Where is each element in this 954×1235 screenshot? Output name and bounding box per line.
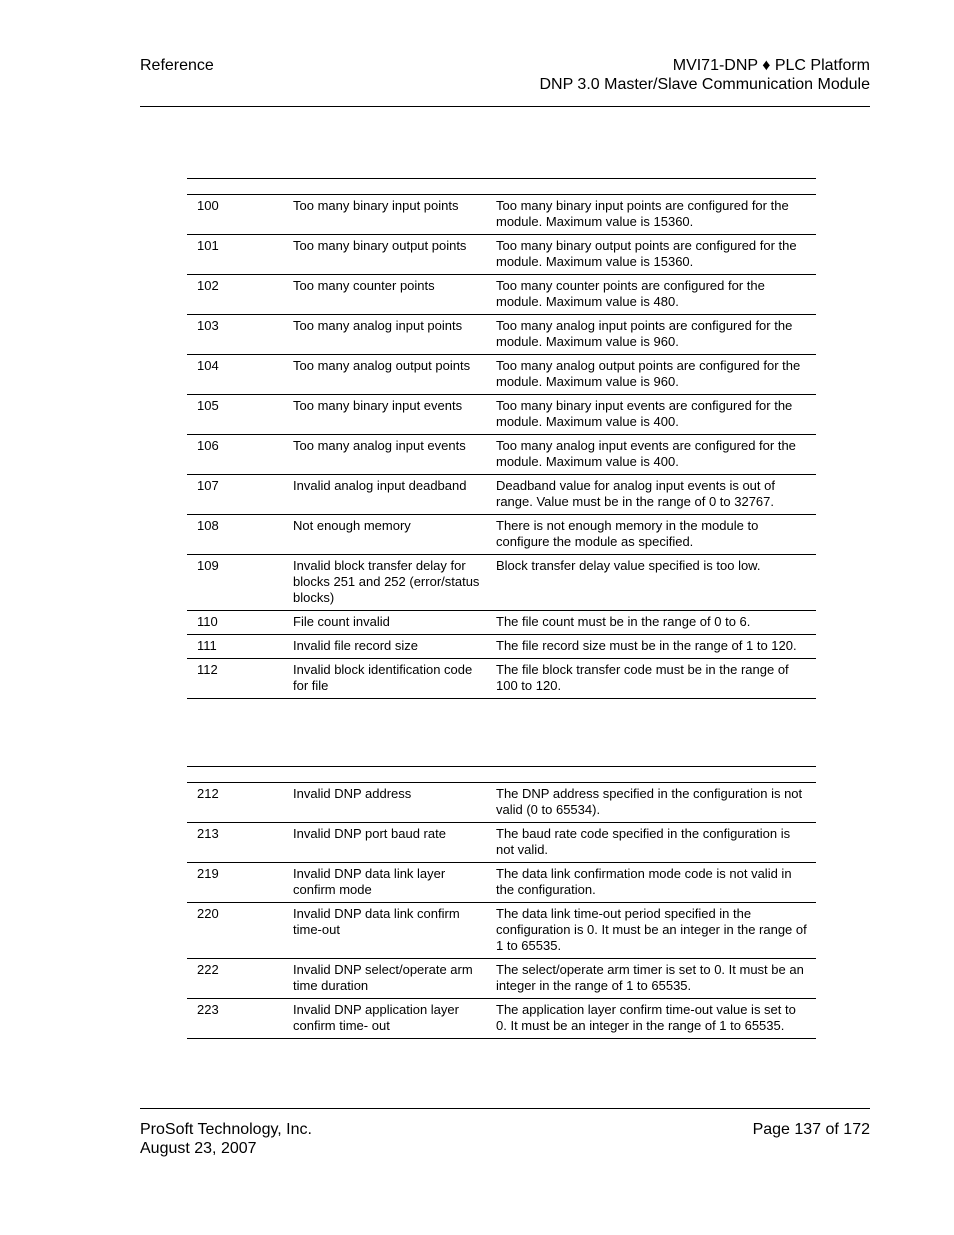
error-name-cell: Invalid DNP address: [283, 783, 486, 823]
error-code-cell: 109: [187, 555, 283, 611]
error-description-cell: Too many binary input points are configured for the module. Maximum value is 15360.: [486, 195, 816, 235]
error-code-cell: 105: [187, 395, 283, 435]
error-name-cell: Invalid analog input deadband: [283, 475, 486, 515]
error-name-cell: Invalid DNP data link confirm time-out: [283, 903, 486, 959]
header-product: [539, 56, 870, 94]
error-code-cell: 212: [187, 783, 283, 823]
error-description-cell: Too many analog input events are configured for the module. Maximum value is 400.: [486, 435, 816, 475]
error-code-cell: 112: [187, 659, 283, 699]
error-code-cell: 223: [187, 999, 283, 1039]
error-name-cell: Too many binary output points: [283, 235, 486, 275]
error-code-cell: 213: [187, 823, 283, 863]
footer-page-number: Page 137 of 172: [752, 1121, 870, 1138]
header-product-platform: MVI71-DNP ♦ PLC Platform: [672, 57, 870, 74]
page-footer: [140, 1108, 870, 1157]
error-name-cell: File count invalid: [283, 611, 486, 635]
error-code-cell: 220: [187, 903, 283, 959]
table-row: [187, 435, 816, 475]
error-name-cell: Too many analog input points: [283, 315, 486, 355]
error-name-cell: Invalid block identification code for file: [283, 659, 486, 699]
table-row: [187, 395, 816, 435]
footer-company: ProSoft Technology, Inc.: [140, 1121, 312, 1138]
error-name-cell: Too many analog output points: [283, 355, 486, 395]
error-code-cell: 104: [187, 355, 283, 395]
error-name-cell: Too many binary input points: [283, 195, 486, 235]
table-header-row: [187, 179, 816, 195]
footer-left: [140, 1120, 312, 1158]
error-name-cell: Not enough memory: [283, 515, 486, 555]
error-description-cell: Too many analog input points are configured for the module. Maximum value is 960.: [486, 315, 816, 355]
error-name-cell: Invalid block transfer delay for blocks 251 and 252 (error/status blocks): [283, 555, 486, 611]
error-name-cell: Invalid file record size: [283, 635, 486, 659]
error-code-cell: 102: [187, 275, 283, 315]
error-description-cell: The file count must be in the range of 0 to 6.: [486, 611, 816, 635]
table-row: [187, 611, 816, 635]
error-name-cell: Too many analog input events: [283, 435, 486, 475]
table-row: [187, 783, 816, 823]
footer-date: August 23, 2007: [140, 1140, 257, 1157]
error-code-cell: 219: [187, 863, 283, 903]
error-code-cell: 101: [187, 235, 283, 275]
table-row: [187, 659, 816, 699]
error-codes-table-2: [187, 766, 816, 1039]
error-code-cell: 107: [187, 475, 283, 515]
error-name-cell: Invalid DNP port baud rate: [283, 823, 486, 863]
table-row: [187, 959, 816, 999]
header-product-description: DNP 3.0 Master/Slave Communication Module: [539, 76, 870, 93]
error-description-cell: The data link confirmation mode code is not valid in the configuration.: [486, 863, 816, 903]
error-description-cell: Too many counter points are configured for the module. Maximum value is 480.: [486, 275, 816, 315]
error-name-cell: Invalid DNP data link layer confirm mode: [283, 863, 486, 903]
error-name-cell: Too many binary input events: [283, 395, 486, 435]
error-description-cell: Block transfer delay value specified is too low.: [486, 555, 816, 611]
error-description-cell: The select/operate arm timer is set to 0. It must be an integer in the range of 1 to 65535.: [486, 959, 816, 999]
error-code-cell: 108: [187, 515, 283, 555]
error-code-cell: 100: [187, 195, 283, 235]
header-section-label: Reference: [140, 57, 214, 74]
error-name-cell: Invalid DNP select/operate arm time duration: [283, 959, 486, 999]
error-description-cell: The DNP address specified in the configuration is not valid (0 to 65534).: [486, 783, 816, 823]
table-row: [187, 195, 816, 235]
page-header: [140, 56, 870, 107]
error-description-cell: The file record size must be in the range of 1 to 120.: [486, 635, 816, 659]
error-code-cell: 110: [187, 611, 283, 635]
table-header-row: [187, 767, 816, 783]
error-code-cell: 106: [187, 435, 283, 475]
table-row: [187, 355, 816, 395]
error-name-cell: Too many counter points: [283, 275, 486, 315]
error-description-cell: The baud rate code specified in the configuration is not valid.: [486, 823, 816, 863]
table-row: [187, 823, 816, 863]
error-code-cell: 111: [187, 635, 283, 659]
error-description-cell: Too many binary output points are configured for the module. Maximum value is 15360.: [486, 235, 816, 275]
error-description-cell: The application layer confirm time-out value is set to 0. It must be an integer in the range of 1 to 65535.: [486, 999, 816, 1039]
error-code-cell: 222: [187, 959, 283, 999]
table-row: [187, 275, 816, 315]
table-row: [187, 475, 816, 515]
table-row: [187, 235, 816, 275]
error-description-cell: The file block transfer code must be in the range of 100 to 120.: [486, 659, 816, 699]
error-code-cell: 103: [187, 315, 283, 355]
error-description-cell: Too many binary input events are configured for the module. Maximum value is 400.: [486, 395, 816, 435]
table-row: [187, 999, 816, 1039]
error-description-cell: The data link time-out period specified in the configuration is 0. It must be an integer in the range of 1 to 65535.: [486, 903, 816, 959]
error-description-cell: Deadband value for analog input events is out of range. Value must be in the range of 0 to 32767.: [486, 475, 816, 515]
table-row: [187, 555, 816, 611]
error-description-cell: There is not enough memory in the module to configure the module as specified.: [486, 515, 816, 555]
table-row: [187, 315, 816, 355]
table-row: [187, 863, 816, 903]
error-name-cell: Invalid DNP application layer confirm time- out: [283, 999, 486, 1039]
table-row: [187, 635, 816, 659]
table-row: [187, 903, 816, 959]
table-row: [187, 515, 816, 555]
error-codes-table-1: [187, 178, 816, 699]
error-description-cell: Too many analog output points are configured for the module. Maximum value is 960.: [486, 355, 816, 395]
